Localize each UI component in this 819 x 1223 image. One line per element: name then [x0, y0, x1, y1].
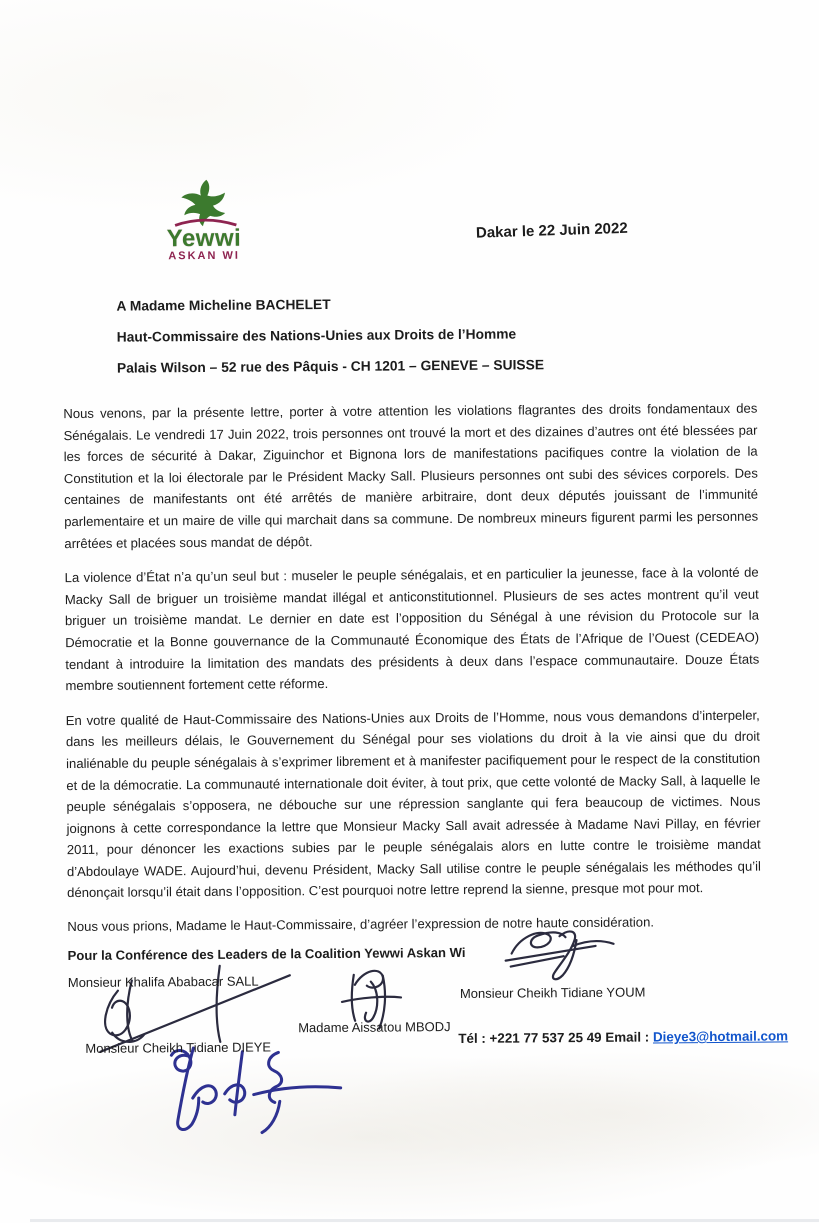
logo-title: Yewwi — [166, 224, 242, 253]
recipient-title: Haut-Commissaire des Nations-Unies aux Droits de l’Homme — [116, 326, 517, 345]
signature-area — [67, 966, 789, 1201]
signatory-youm: Monsieur Cheikh Tidiane YOUM — [459, 984, 646, 1002]
recipient-address: Palais Wilson – 52 rue des Pâquis - CH 1201 – GENEVE – SUISSE — [116, 357, 545, 376]
contact-line — [458, 1028, 788, 1046]
signatory-dieye: Monsieur Cheikh Tidiane DIEYE — [85, 1039, 272, 1056]
signatory-sall: Monsieur Khalifa Ababacar SALL — [67, 973, 259, 991]
yewwi-askan-wi-logo — [149, 177, 260, 263]
phone-number: Tél : +221 77 537 25 49 Email : — [458, 1029, 654, 1047]
dove-icon — [162, 177, 246, 230]
letter-body — [63, 398, 789, 1201]
paragraph-2: La violence d’État n’a qu’un seul but : museler le peuple sénégalais, et en particulier la jeunesse, face à la volonté de Macky Sall de briguer un troisième mandat illégal et anticonstitutionnel. Plusieurs de ses actes montrent qu’il veut briguer un troisième mandat. Le dernier en date est l’opposition du Sénégal à une révision du Protocole sur la Démocratie et la Bonne gouvernance de la Communauté Économique des États de l’Afrique de l’Ouest (CEDEAO) tendant à introduire la limitation des mandats des présidents à deux dans l’espace communautaire. Douze États membre soutiennent fortement cette réforme. — [64, 564, 760, 694]
signatory-mbodj: Madame Aissatou MBODJ — [298, 1019, 451, 1036]
signature-youm — [497, 909, 628, 990]
logo-subtitle: ASKAN WI — [168, 249, 240, 263]
closing-line: Pour la Conférence des Leaders de la Coalition Yewwi Askan Wi — [67, 944, 466, 964]
valediction: Nous vous prions, Madame le Haut-Commissaire, d’agréer l’expression de notre haute considération. — [67, 914, 655, 935]
recipient-block — [116, 293, 717, 391]
paragraph-1: Nous venons, par la présente lettre, porter à votre attention les violations flagrantes des droits fondamentaux des Sénégalais. Le vendredi 17 Juin 2022, trois personnes ont trouvé la mort et des dizaines d’autres ont été blessées par les forces de sécurité à Dakar, Ziguinchor et Bignona lors de manifestations pacifiques contre la violation de la Constitution et la loi électorale par le Président Macky Sall. Plusieurs personnes ont subi des sévices corporels. Des centaines de manifestants ont été arrêtés de manière arbitraire, dont deux députés jouissant de l’immunité parlementaire et un maire de ville qui marchait dans sa commune. De nombreux mineurs figurent parmi les personnes arrêtées et placées sous mandat de dépôt. — [63, 400, 759, 551]
scan-edge-line — [30, 1219, 819, 1222]
recipient-name: A Madame Micheline BACHELET — [116, 296, 331, 314]
paragraph-3: En votre qualité de Haut-Commissaire des Nations-Unies aux Droits de l’Homme, nous vous demandons d’interpeler, dans les meilleurs délais, le Gouvernement du Sénégal pour ses violations du droit à la vie ainsi que du droit inaliénable du peuple sénégalais à s’exprimer librement et à manifester pacifiquement pour le respect de la constitution et de la démocratie. La communauté internationale doit éviter, à tout prix, que cette volonté de Macky Sall, à laquelle le peuple sénégalais s’opposera, ne débouche sur une répression sanglante qui fera beaucoup de victimes. Nous joignons à cette correspondance la lettre que Monsieur Macky Sall avait adressée à Madame Navi Pillay, en février 2011, pour dénoncer les exactions subies par le peuple sénégalais alors en lutte contre le troisième mandat d’Abdoulaye WADE. Aujourd’hui, devenu Président, Macky Sall utilise contre le peuple sénégalais les méthodes qu’il dénonçait lorsqu’il était dans l’opposition. C’est pourquoi notre lettre reprend la sienne, presque mot pour mot. — [65, 707, 761, 901]
letter-date: Dakar le 22 Juin 2022 — [475, 219, 628, 242]
email-link[interactable]: Dieye3@hotmail.com — [652, 1028, 789, 1045]
